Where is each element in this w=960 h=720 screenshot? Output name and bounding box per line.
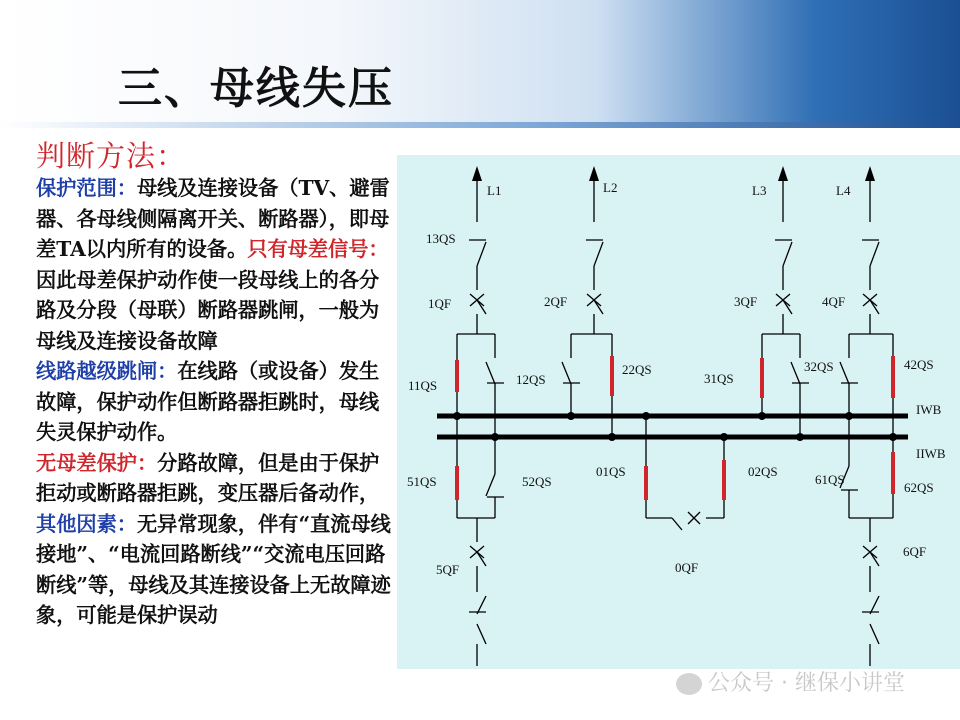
- paragraph-other-factors: [36, 509, 396, 631]
- label-0qf: 0QF: [675, 560, 699, 575]
- wechat-icon: [676, 673, 702, 695]
- label-l2: L2: [603, 180, 618, 195]
- text-protection-range: 母线及连接设备（TV、避雷器、各母线侧隔离开关、断路器），即母差TA以内所有的设备。: [36, 176, 390, 261]
- watermark: [676, 666, 905, 697]
- label-32qs: 32QS: [804, 359, 834, 374]
- label-02qs: 02QS: [748, 464, 778, 479]
- label-62qs: 62QS: [904, 480, 934, 495]
- paragraph-line-overstep: [36, 356, 396, 448]
- label-iwb: IWB: [916, 402, 942, 417]
- label-2qf: 2QF: [544, 294, 568, 309]
- label-l4: L4: [836, 183, 851, 198]
- watermark-text: 公众号 · 继保小讲堂: [708, 671, 905, 696]
- label-11qs: 11QS: [408, 378, 438, 393]
- busbars: [437, 416, 908, 437]
- single-line-diagram-svg: [397, 155, 960, 669]
- paragraph-no-busbar-protection: [36, 448, 396, 509]
- arrow-l2: [589, 166, 599, 181]
- busbar-wiring-diagram: [397, 155, 960, 669]
- slide-title: 三、母线失压: [118, 63, 394, 114]
- arrow-l3: [778, 166, 788, 181]
- paragraph-protection-range: [36, 173, 396, 356]
- text-no-busbar-protection: 分路故障，但是由于保护拒动或断路器拒跳，变压器后备动作，: [36, 450, 380, 505]
- label-4qf: 4QF: [822, 294, 846, 309]
- line-arrows: [472, 166, 875, 181]
- text-only-busbar-signal: 因此母差保护动作使一段母线上的各分路及分段（母联）断路器跳闸，一般为母线及连接设备故障: [36, 267, 380, 353]
- label-l1: L1: [487, 183, 502, 198]
- label-5qf: 5QF: [436, 562, 460, 577]
- label-other-factors: 其他因素：: [36, 511, 137, 536]
- label-01qs: 01QS: [596, 464, 626, 479]
- label-42qs: 42QS: [904, 357, 934, 372]
- label-3qf: 3QF: [734, 294, 758, 309]
- method-heading: 判断方法：: [36, 139, 187, 173]
- method-text: [36, 173, 396, 631]
- label-protection-range: 保护范围：: [36, 176, 137, 200]
- label-52qs: 52QS: [522, 474, 552, 489]
- label-only-busbar-signal: 只有母差信号：: [247, 237, 389, 261]
- arrow-l1: [472, 166, 482, 181]
- label-22qs: 22QS: [622, 362, 652, 377]
- label-l3: L3: [752, 183, 767, 198]
- label-1qf: 1QF: [428, 296, 452, 311]
- arrow-l4: [865, 166, 875, 181]
- text-other-factors: 无异常现象，伴有“直流母线接地”、“电流回路断线”“交流电压回路断线”等，母线及其连接设备上无故障迹象，可能是保护误动: [36, 511, 391, 627]
- label-13qs: 13QS: [426, 231, 456, 246]
- label-6qf: 6QF: [903, 544, 927, 559]
- label-iiwb: IIWB: [916, 446, 946, 461]
- label-31qs: 31QS: [704, 371, 734, 386]
- label-no-busbar-protection: 无母差保护：: [36, 450, 158, 475]
- label-line-overstep: 线路越级跳闸：: [36, 359, 178, 383]
- label-61qs: 61QS: [815, 472, 845, 487]
- text-line-overstep: 在线路（或设备）发生故障，保护动作但断路器拒跳时，母线失灵保护动作。: [36, 359, 380, 444]
- label-12qs: 12QS: [516, 372, 546, 387]
- label-51qs: 51QS: [407, 474, 437, 489]
